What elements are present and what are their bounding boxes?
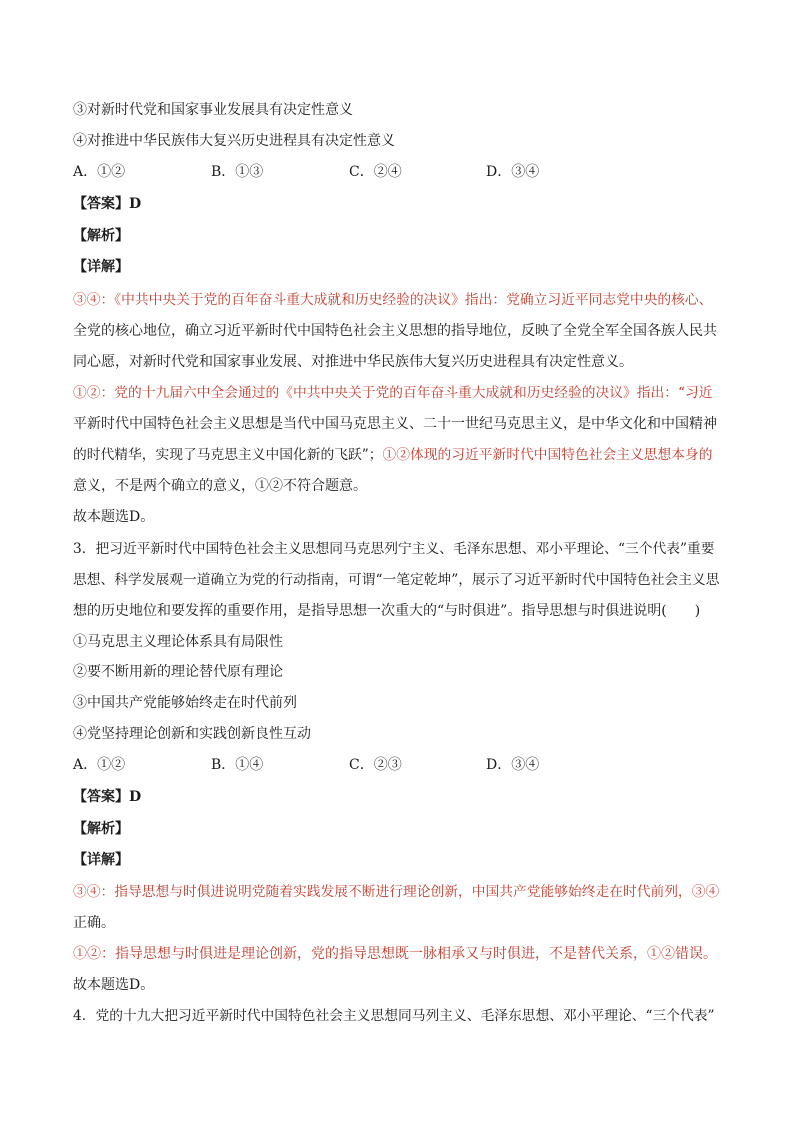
q2-options [73,162,723,182]
q2-explanation-12-line2: 平新时代中国特色社会主义思想是当代中国马克思主义、二十一世纪马克思主义，是中华文化和中国精神 [73,416,717,432]
q3-explanation-12: ①②：指导思想与时俱进是理论创新，党的指导思想既一脉相承又与时俱进，不是替代关系，①②错误。 [73,946,717,962]
q3-option-d: D．③④ [486,757,540,773]
q2-option-a: A．①② [73,164,126,180]
q3-option-c: C．②③ [349,757,402,773]
q3-statement-2: ②要不断用新的理论替代原有理论 [73,664,283,680]
q2-explanation-34-line1: ③④：《中共中央关于党的百年奋斗重大成就和历史经验的决议》指出：党确立习近平同志党中央的核心、 [73,292,713,308]
q3-conclusion: 故本题选D。 [73,977,155,993]
q2-explanation-12-line3 [73,445,723,465]
q2-analysis-label: 【解析】 [73,228,129,244]
q2-statement-3: ③对新时代党和国家事业发展具有决定性意义 [73,102,353,118]
q2-explanation-12-line3-quote: 的时代精华，实现了马克思主义中国化新的飞跃”； [73,447,383,463]
q3-stem-line1: 3．把习近平新时代中国特色社会主义思想同马克思列宁主义、毛泽东思想、邓小平理论、“三个代表”重要 [73,541,715,557]
q2-option-c: C．②④ [349,164,402,180]
q2-option-d: D．③④ [486,164,540,180]
q3-analysis-label: 【解析】 [73,821,129,837]
q3-answer: 【答案】D [73,789,142,805]
q2-option-b: B．①③ [211,164,264,180]
q3-option-b: B．①④ [211,757,264,773]
q3-statement-3: ③中国共产党能够始终走在时代前列 [73,695,297,711]
q2-detail-label: 【详解】 [73,259,129,275]
q2-explanation-34-line2: 全党的核心地位，确立习近平新时代中国特色社会主义思想的指导地位，反映了全党全军全国各族人民共 [73,323,717,339]
q2-explanation-12-line4: 意义，不是两个确立的意义，①②不符合题意。 [73,478,367,494]
q3-statement-4: ④党坚持理论创新和实践创新良性互动 [73,726,311,742]
q2-explanation-34-line3: 同心愿，对新时代党和国家事业发展、对推进中华民族伟大复兴历史进程具有决定性意义。 [73,354,633,370]
q3-options [73,755,723,775]
q3-explanation-34-line2: 正确。 [73,915,115,931]
q3-explanation-34-line1: ③④：指导思想与时俱进说明党随着实践发展不断进行理论创新，中国共产党能够始终走在时代前列，③④ [73,884,720,900]
q3-detail-label: 【详解】 [73,852,129,868]
q3-option-a: A．①② [73,757,126,773]
q2-conclusion: 故本题选D。 [73,509,155,525]
q2-explanation-12-line1: ①②：党的十九届六中全会通过的《中共中央关于党的百年奋斗重大成就和历史经验的决议》指出：“习近 [73,385,713,401]
q3-statement-1: ①马克思主义理论体系具有局限性 [73,634,283,650]
q3-stem-line2: 思想、科学发展观一道确立为党的行动指南，可谓“一笔定乾坤”，展示了习近平新时代中国特色社会主义思 [73,572,720,588]
q2-answer: 【答案】D [73,196,142,212]
q3-stem-line3: 想的历史地位和要发挥的重要作用，是指导思想一次重大的“与时俱进”。指导思想与时俱进说明( ) [73,603,701,619]
q2-statement-4: ④对推进中华民族伟大复兴历史进程具有决定性意义 [73,133,395,149]
q4-stem-line1: 4．党的十九大把习近平新时代中国特色社会主义思想同马列主义、毛泽东思想、邓小平理论、“三个代表” [73,1008,715,1024]
q2-explanation-12-line3-note: ①②体现的习近平新时代中国特色社会主义思想本身的 [382,447,713,463]
